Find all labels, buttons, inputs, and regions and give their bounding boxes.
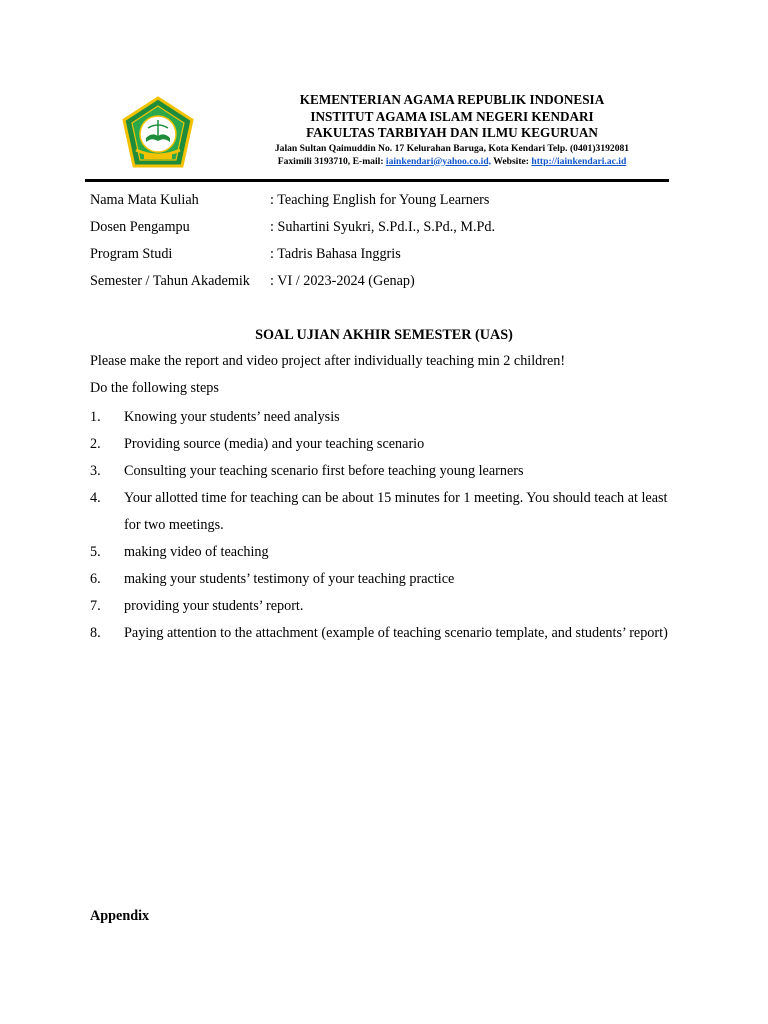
faculty-name: FAKULTAS TARBIYAH DAN ILMU KEGURUAN	[306, 125, 598, 140]
fax-label: Faximili 3193710, E-mail:	[277, 155, 386, 167]
exam-title: SOAL UJIAN AKHIR SEMESTER (UAS)	[255, 327, 513, 343]
step-text: Knowing your students’ need analysis	[124, 409, 340, 425]
step-number: 1.	[90, 409, 101, 425]
list-item	[90, 431, 680, 458]
step-number: 8.	[90, 625, 101, 641]
program-value: : Tadris Bahasa Inggris	[270, 246, 401, 262]
program-label: Program Studi	[90, 246, 173, 262]
list-item	[90, 485, 680, 539]
address: Jalan Sultan Qaimuddin No. 17 Kelurahan Baruga, Kota Kendari Telp. (0401)3192081	[274, 142, 630, 154]
list-item	[90, 404, 680, 431]
step-text: Providing source (media) and your teaching scenario	[124, 436, 425, 452]
step-text: making video of teaching	[124, 544, 269, 560]
step-number: 4.	[90, 490, 101, 506]
exam-instruction: Please make the report and video project after individually teaching min 2 children!	[90, 353, 566, 369]
step-number: 7.	[90, 598, 101, 614]
course-info-row	[90, 216, 495, 243]
lecturer-value: : Suhartini Syukri, S.Pd.I., S.Pd., M.Pd.	[270, 219, 496, 235]
step-number: 5.	[90, 544, 101, 560]
semester-value: : VI / 2023-2024 (Genap)	[270, 273, 415, 289]
step-number: 3.	[90, 463, 101, 479]
course-info-row	[90, 270, 495, 297]
website-label: Website:	[491, 155, 532, 167]
letterhead	[90, 92, 670, 178]
letterhead-divider	[85, 179, 669, 182]
steps-list	[90, 404, 680, 647]
semester-label: Semester / Tahun Akademik	[90, 273, 250, 289]
steps-intro: Do the following steps	[90, 380, 219, 396]
letterhead-text	[240, 92, 664, 168]
step-text: Paying attention to the attachment (example of teaching scenario template, and students’ report)	[124, 625, 668, 641]
course-name-value: : Teaching English for Young Learners	[270, 192, 490, 208]
course-info-row	[90, 243, 495, 270]
step-text: Your allotted time for teaching can be about 15 minutes for 1 meeting. You should teach at least for two meetings.	[124, 490, 668, 533]
list-item	[90, 539, 680, 566]
list-item	[90, 593, 680, 620]
lecturer-label: Dosen Pengampu	[90, 219, 190, 235]
email-link[interactable]: iainkendari@yahoo.co.id,	[385, 155, 492, 167]
step-text: making your students’ testimony of your teaching practice	[124, 571, 455, 587]
step-number: 2.	[90, 436, 101, 452]
ministry-name: KEMENTERIAN AGAMA REPUBLIK INDONESIA	[299, 92, 605, 107]
course-info-row	[90, 189, 495, 216]
step-text: Consulting your teaching scenario first before teaching young learners	[124, 463, 524, 479]
university-emblem-icon	[118, 94, 198, 174]
course-name-label: Nama Mata Kuliah	[90, 192, 199, 208]
contact-line	[240, 155, 664, 168]
appendix-heading: Appendix	[90, 908, 150, 924]
list-item	[90, 620, 680, 647]
website-link[interactable]: http://iainkendari.ac.id	[531, 155, 627, 167]
institute-name: INSTITUT AGAMA ISLAM NEGERI KENDARI	[310, 108, 594, 124]
list-item	[90, 566, 680, 593]
step-number: 6.	[90, 571, 101, 587]
course-info	[90, 189, 495, 297]
step-text: providing your students’ report.	[124, 598, 304, 614]
list-item	[90, 458, 680, 485]
